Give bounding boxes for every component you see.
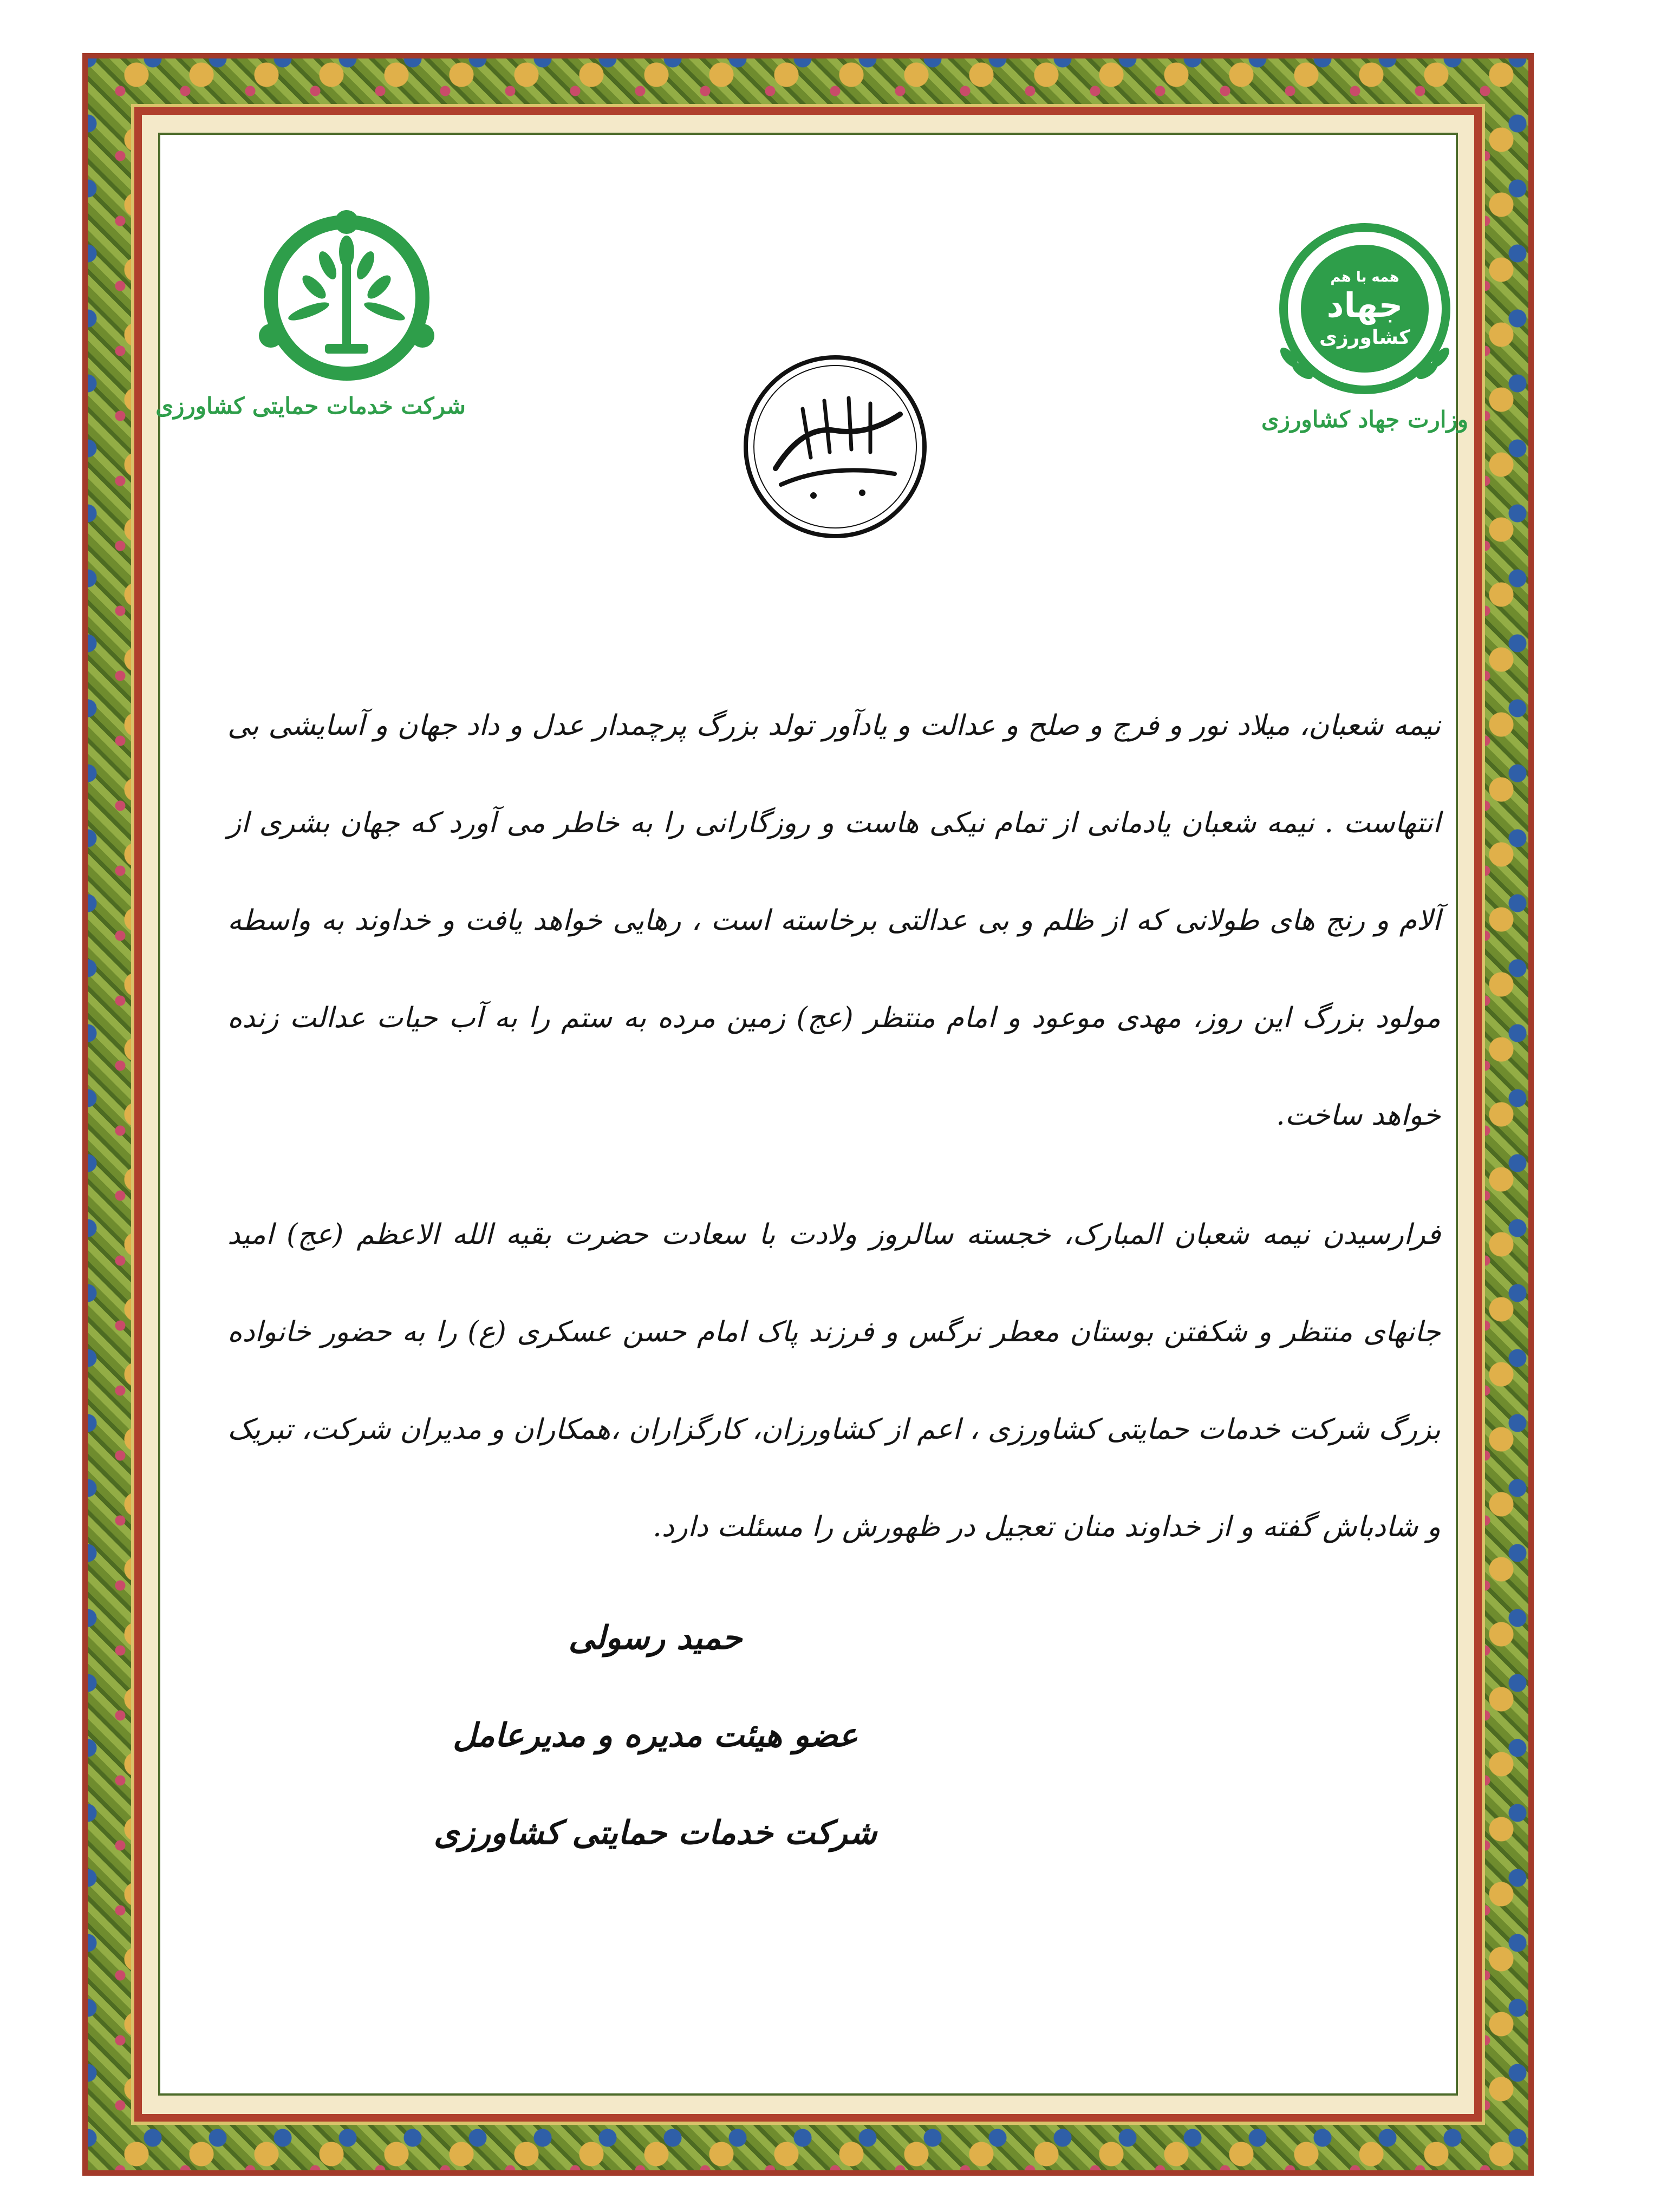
left-logo-caption: شرکت خدمات حمایتی کشاورزی [155,393,466,419]
bismillah-seal-icon [738,349,933,544]
signatory-company: شرکت خدمات حمایتی کشاورزی [433,1814,877,1852]
letter-paragraph-2: فرارسیدن نیمه شعبان المبارک، خجسته سالروز ولادت با سعادت حضرت بقیه الله الاعظم (عج) امید جانهای منتظر و شکفتن بوستان معطر نرگس و فرزند پاک امام حسن عسکری (ع) را به حضور خانواده بزرگ شرکت خدمات حمایتی کشاورزی ، اعم از کشاورزان، کارگزاران ،همکاران و مدیران شرکت، تبریک و شادباش گفته و از خداوند منان تعجیل در ظهورش را مسئلت دارد. [227,1218,1441,1543]
letter-body [227,677,1441,1576]
letter-paragraph-1: نیمه شعبان، میلاد نور و فرج و صلح و عدالت و یادآور تولد بزرگ پرچمدار عدل و داد جهان و آسایشی بی انتهاست . نیمه شعبان یادمانی از تمام نیکی هاست و روزگارانی را به خاطر می آورد که جهان بشری از آلام و رنج های طولانی که از ظلم و بی عدالتی برخاسته است ، رهایی خواهد یافت و خداوند به واسطه مولود بزرگ این روز، مهدی موعود و امام منتظر (عج) زمین مرده به ستم را به آب حیات عدالت زنده خواهد ساخت. [227,709,1441,1132]
right-logo-caption: وزارت جهاد کشاورزی [1261,406,1469,433]
emblem-motto: همه با هم [1330,269,1399,285]
emblem-subtitle: کشاورزی [1319,327,1410,349]
signatory-position: عضو هیئت مدیره و مدیرعامل [452,1717,858,1754]
emblem-title: جهاد [1326,285,1403,325]
signature-block [412,1619,899,1852]
signatory-name: حمید رسولی [568,1619,743,1657]
